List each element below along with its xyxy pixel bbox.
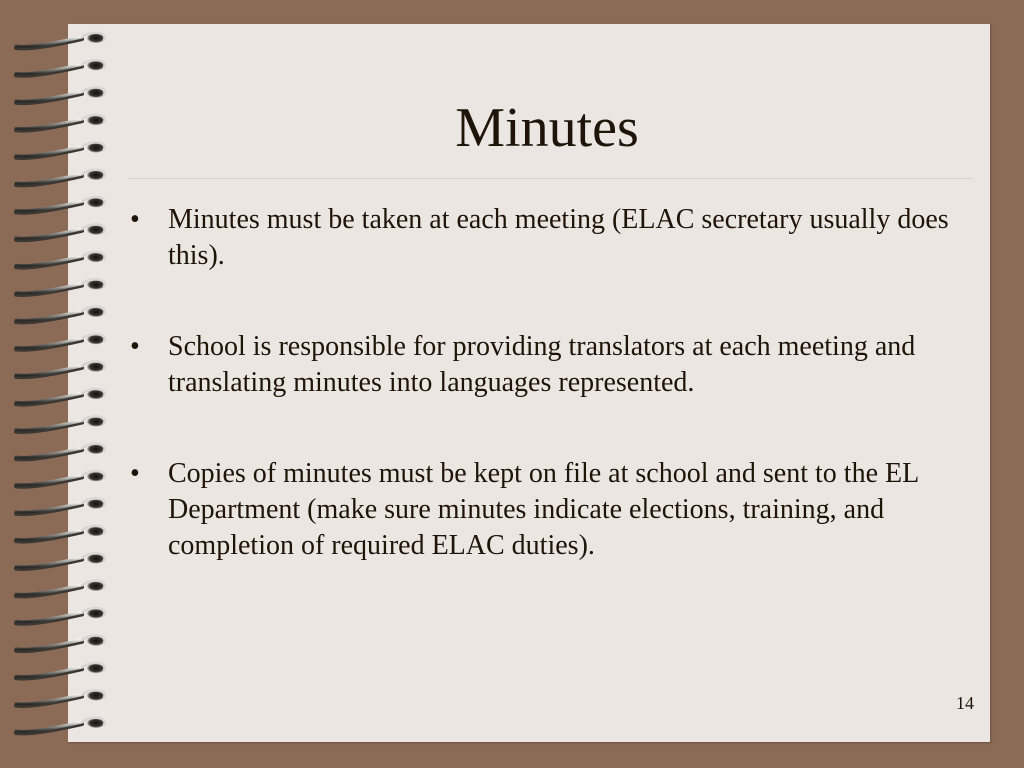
spiral-coil-icon (16, 170, 105, 186)
bullet-text: Minutes must be taken at each meeting (ELAC secretary usually does this). (168, 204, 949, 271)
spiral-coil-icon (16, 115, 105, 131)
bullet-item (126, 456, 956, 564)
spiral-coil-icon (16, 142, 105, 158)
spiral-coil-icon (16, 279, 105, 295)
spiral-coil-icon (16, 88, 105, 104)
spiral-coil-icon (16, 444, 105, 460)
bullet-list (126, 202, 956, 619)
bullet-dot-icon: • (130, 458, 140, 489)
spiral-coil-icon (16, 553, 105, 569)
spiral-coil-icon (16, 225, 105, 241)
spiral-coil-icon (16, 33, 105, 49)
spiral-coil-icon (16, 608, 105, 624)
spiral-coil-icon (16, 690, 105, 706)
spiral-coil-icon (16, 389, 105, 405)
bullet-dot-icon: • (130, 204, 140, 235)
spiral-coil-icon (16, 60, 105, 76)
spiral-binding-icon (0, 0, 130, 768)
spiral-coil-icon (16, 718, 105, 734)
slide-title: Minutes (455, 97, 639, 159)
bullet-text: Copies of minutes must be kept on file at school and sent to the EL Department (make sure minutes indicate elections, training, and completion of required ELAC duties). (168, 458, 919, 561)
spiral-coil-icon (16, 526, 105, 542)
spiral-coil-icon (16, 663, 105, 679)
spiral-coil-icon (16, 471, 105, 487)
spiral-coil-icon (16, 307, 105, 323)
spiral-coil-icon (16, 197, 105, 213)
spiral-coil-icon (16, 416, 105, 432)
slide-number: 14 (956, 693, 974, 713)
spiral-coil-icon (16, 252, 105, 268)
spiral-coil-icon (16, 362, 105, 378)
spiral-coil-icon (16, 636, 105, 652)
spiral-coil-icon (16, 334, 105, 350)
bullet-item (126, 202, 956, 274)
bullet-dot-icon: • (130, 331, 140, 362)
title-divider (128, 178, 973, 179)
bullet-item (126, 329, 956, 401)
spiral-coil-icon (16, 581, 105, 597)
slide-page (68, 24, 990, 742)
bullet-text: School is responsible for providing translators at each meeting and translating minutes into languages represented. (168, 331, 916, 398)
spiral-coil-icon (16, 499, 105, 515)
